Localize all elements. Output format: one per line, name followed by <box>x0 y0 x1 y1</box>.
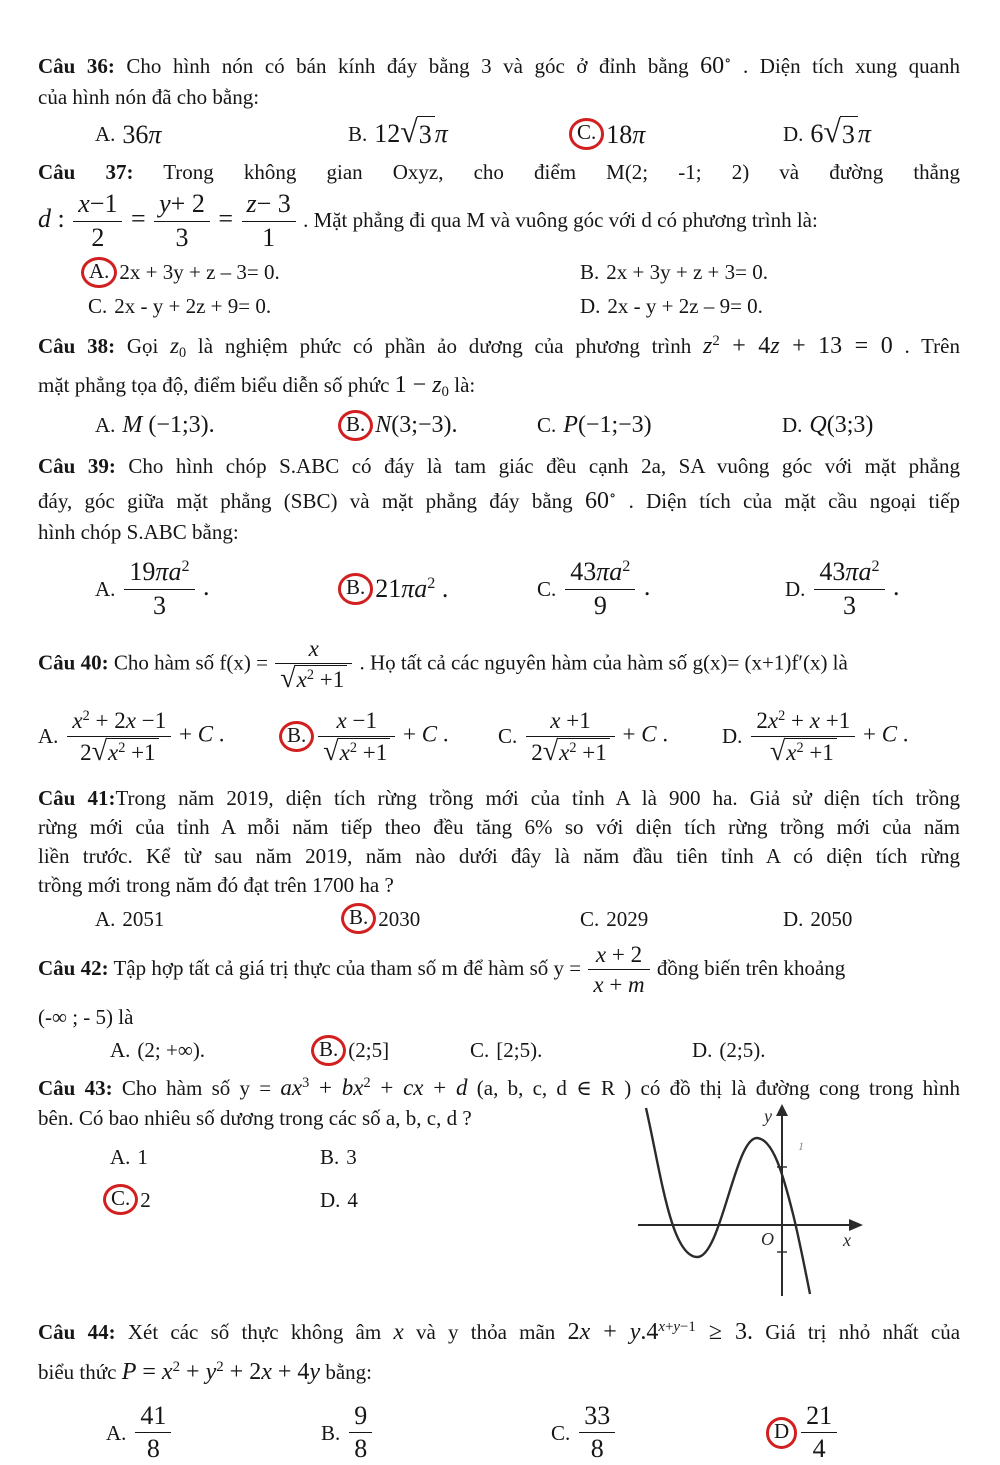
q38-option-b-math: N(3;−3). <box>375 412 458 439</box>
x-axis-label: x <box>843 1230 851 1251</box>
question-41 <box>38 784 960 933</box>
q40-option-b-letter-circled: B. <box>279 721 314 752</box>
q42-fraction-math: $\frac{x + 2}{x + m}$ <box>586 955 651 980</box>
q38-stem-line1 <box>38 330 960 363</box>
q44-option-c <box>551 1401 773 1465</box>
q43-option-c-text: 2 <box>140 1187 151 1212</box>
q36-option-d-math: 6 √ 3 π <box>810 116 870 152</box>
q39-option-b-math: $21\pi a^2$ . <box>375 574 449 604</box>
q39-option-c-math: $\frac{43\pi a^2}{9}$ . <box>563 557 650 621</box>
q36-option-a-math: 36π <box>122 119 162 149</box>
q43-option-d-text: 4 <box>347 1187 358 1212</box>
q37-option-c-letter: C. <box>88 293 108 318</box>
q36-stem-line1 <box>38 50 960 83</box>
q40-option-d <box>722 707 909 765</box>
q39-option-d <box>785 557 900 621</box>
q43-label: Câu 43: <box>38 1076 113 1101</box>
q40-label: Câu 40: <box>38 650 109 675</box>
q42-label: Câu 42: <box>38 955 109 980</box>
q36-stem1: Cho hình nón có bán kính đáy bằng 3 và góc ở đỉnh bằng <box>126 54 689 78</box>
q42-stem-line1 <box>38 941 960 998</box>
q44-option-d-math: $\frac{21}{4}$ <box>799 1401 839 1465</box>
question-44 <box>38 1316 960 1465</box>
q38-option-c <box>537 409 782 441</box>
q38-stem1c: . Trên <box>904 334 960 359</box>
q41-line1 <box>38 784 960 813</box>
q43-option-c <box>110 1186 320 1214</box>
q42-option-a-text: (2; +∞). <box>137 1038 206 1063</box>
q36-stem2: . Diện tích xung quanh <box>743 54 960 78</box>
q39-option-d-letter: D. <box>785 576 806 601</box>
q43-option-d-letter: D. <box>320 1187 341 1212</box>
q37-equation-line <box>38 189 960 253</box>
q37-option-d-letter: D. <box>580 293 601 318</box>
q40-option-a-letter: A. <box>38 724 59 749</box>
q43-option-a <box>110 1143 320 1171</box>
q40-option-c-math: x +1 2 √ $x^2 +1$ + C . <box>524 707 668 765</box>
q38-option-c-math: P(−1;−3) <box>563 412 652 439</box>
q39-option-a-math: $\frac{19\pi a^2}{3}$ . <box>122 557 209 621</box>
q36-option-a-letter: A. <box>95 121 116 146</box>
question-39 <box>38 452 960 621</box>
q36-degree-math: 60∘ <box>700 52 732 79</box>
q44-stem2a: biểu thức <box>38 1359 117 1384</box>
q39-option-b <box>345 571 537 606</box>
q40-option-d-math: $2x^2 + x +1$ √ $x^2 +1$ + C . <box>749 707 908 765</box>
q42-option-d-text: (2;5). <box>719 1038 766 1063</box>
q36-option-d <box>783 116 871 152</box>
q37-line-equation: d : $\frac{x-1}{2}$ = $\frac{y+ 2}{3}$ = $\frac{z- 3}{1}$ <box>38 204 298 233</box>
q43-stem-line2: bên. Có bao nhiêu số dương trong các số a, b, c, d ? <box>38 1106 472 1131</box>
q44-option-d-letter-circled: D <box>766 1417 797 1448</box>
q37-option-a-text: 2x + 3y + z – 3= 0. <box>119 260 280 285</box>
cubic-curve <box>646 1108 810 1294</box>
q36-option-b <box>348 116 576 152</box>
q42-option-c <box>470 1036 692 1064</box>
q41-line4: trồng mới trong năm đó đạt trên 1700 ha ? <box>38 872 394 897</box>
q43-option-d <box>320 1186 358 1214</box>
q44-label: Câu 44: <box>38 1320 116 1345</box>
q39-stem-line1 <box>38 452 960 481</box>
q43-option-a-letter: A. <box>110 1145 131 1170</box>
q37-stem-line1 <box>38 158 960 187</box>
x-axis-arrow <box>849 1219 863 1231</box>
origin-label: O <box>761 1229 774 1250</box>
q43-stem2: (a, b, c, d ∈ R ) có đồ thị là đường cong trong hình <box>476 1076 960 1101</box>
question-42 <box>38 941 960 1065</box>
q42-option-a-letter: A. <box>110 1038 131 1063</box>
q43-option-b-text: 3 <box>346 1145 357 1170</box>
y-axis-arrow <box>776 1104 788 1116</box>
q36-answers <box>38 116 960 152</box>
q38-stem2b: là: <box>454 373 476 398</box>
q37-option-c <box>88 292 580 320</box>
q44-stem1a: Xét các số thực không âm <box>127 1320 382 1345</box>
q38-option-a-letter: A. <box>95 413 116 438</box>
q42-option-c-letter: C. <box>470 1038 490 1063</box>
q39-stem1: Cho hình chóp S.ABC có đáy là tam giác đều cạnh 2a, SA vuông góc với mặt phẳng <box>128 453 961 478</box>
faint-tick-label: 1 <box>798 1139 804 1154</box>
q42-option-b <box>318 1036 470 1064</box>
q41-option-d <box>783 905 852 933</box>
q41-option-a-letter: A. <box>95 906 116 931</box>
q38-option-b <box>345 409 537 441</box>
q44-answers <box>38 1401 960 1465</box>
q44-stem2b: bằng: <box>325 1359 372 1384</box>
q40-stem1: Cho hàm số f(x) = <box>113 650 269 675</box>
question-37 <box>38 158 960 320</box>
q36-option-d-letter: D. <box>783 121 804 146</box>
question-38 <box>38 330 960 442</box>
q39-option-a-letter: A. <box>95 576 116 601</box>
q44-x-var: x <box>393 1319 404 1345</box>
q39-stem2a: đáy, góc giữa mặt phẳng (SBC) và mặt phẳng đáy bằng <box>38 488 573 513</box>
q39-option-c-letter: C. <box>537 576 557 601</box>
q37-option-c-text: 2x - y + 2z + 9= 0. <box>114 293 272 318</box>
q38-stem1a: Gọi <box>126 334 159 359</box>
q42-stem2: đồng biến trên khoảng <box>656 955 846 980</box>
q42-option-b-letter-circled: B. <box>311 1035 346 1066</box>
q41-option-d-letter: D. <box>783 906 804 931</box>
q37-option-d <box>580 292 763 320</box>
q38-stem1b: là nghiệm phức có phần ảo dương của phương trình <box>197 334 692 359</box>
q37-option-a-letter-circled: A. <box>81 257 117 288</box>
q41-line3: liền trước. Kể từ sau năm 2019, năm nào dưới đây là năm đầu tiên tỉnh A có diện tích rừng <box>38 843 960 868</box>
q39-answers <box>38 557 960 621</box>
q37-option-b-text: 2x + 3y + z + 3= 0. <box>606 260 768 285</box>
q38-equation-math: $z^2 + 4z + 13 = 0$ <box>703 333 893 360</box>
q44-option-b <box>321 1401 551 1465</box>
q44-option-a <box>106 1401 321 1465</box>
q38-stem-line2 <box>38 369 960 402</box>
q39-option-c <box>537 557 785 621</box>
q43-cubic-graph <box>633 1104 865 1302</box>
q38-option-c-letter: C. <box>537 413 557 438</box>
q42-answers <box>38 1036 960 1064</box>
q37-stem1: Trong không gian Oxyz, cho điểm M(2; -1; 2) và đường thẳng <box>163 160 960 185</box>
q36-stem-line2: của hình nón đã cho bằng: <box>38 85 260 110</box>
q37-answers-row2 <box>38 292 960 320</box>
q40-option-b-math: x −1 √ $x^2 +1$ + C . <box>316 707 448 765</box>
q42-option-c-text: [2;5). <box>496 1038 543 1063</box>
q37-option-d-text: 2x - y + 2z – 9= 0. <box>607 293 763 318</box>
q43-stem-line1 <box>38 1072 960 1104</box>
q36-option-c-math: 18π <box>606 119 646 149</box>
q44-stem1c: Giá trị nhỏ nhất của <box>765 1320 961 1345</box>
q44-stem-line1 <box>38 1316 960 1349</box>
q36-option-b-letter: B. <box>348 121 368 146</box>
q36-option-c-letter-circled: C. <box>569 118 604 149</box>
q43-stem1: Cho hàm số y = <box>121 1076 272 1101</box>
q41-option-b-letter-circled: B. <box>341 903 376 934</box>
q42-option-a <box>110 1036 318 1064</box>
question-40 <box>38 635 960 766</box>
q44-stem1b: và y thỏa mãn <box>415 1320 556 1345</box>
q43-option-b <box>320 1143 357 1171</box>
q44-option-d <box>773 1401 839 1465</box>
q43-poly-math: $ax^3 + bx^2$ + cx + d <box>280 1075 468 1101</box>
q42-option-d <box>692 1036 766 1064</box>
q38-option-d-letter: D. <box>782 413 803 438</box>
q38-option-a <box>95 409 345 441</box>
q44-option-b-math: $\frac{9}{8}$ <box>347 1401 374 1465</box>
q37-option-b <box>580 258 768 286</box>
q38-z0-math: z0 <box>170 333 187 362</box>
q44-inequality-math: $2x + y.4^{x+y-1} \ge 3$. <box>567 1319 754 1346</box>
question-36 <box>38 50 960 152</box>
q36-option-c <box>576 117 783 152</box>
q40-option-a <box>38 707 286 765</box>
question-43 <box>38 1072 960 1306</box>
q44-option-a-math: $\frac{41}{8}$ <box>133 1401 173 1465</box>
q40-fx-math: x √ $x^2 +1$ <box>273 650 354 675</box>
q41-line2: rừng mới của tỉnh A mỗi năm tiếp theo đều tăng 6% so với diện tích rừng trồng mới của năm <box>38 814 960 839</box>
q44-option-a-letter: A. <box>106 1420 127 1445</box>
q39-option-d-math: $\frac{43\pi a^2}{3}$ . <box>812 557 899 621</box>
q41-answers <box>38 905 960 933</box>
q37-option-b-letter: B. <box>580 260 600 285</box>
q41-text1: Trong năm 2019, diện tích rừng trồng mới của tỉnh A là 900 ha. Giả sử diện tích trồng <box>115 785 960 810</box>
q44-option-c-letter: C. <box>551 1420 571 1445</box>
q36-label: Câu 36: <box>38 54 115 78</box>
q38-option-d <box>782 409 873 441</box>
q39-option-a <box>95 557 345 621</box>
q44-option-b-letter: B. <box>321 1420 341 1445</box>
q41-option-a-text: 2051 <box>122 906 165 931</box>
q38-one-minus-z0-math: 1 − z0 <box>394 372 449 401</box>
q38-label: Câu 38: <box>38 334 116 359</box>
q40-stem-line <box>38 635 960 693</box>
q41-option-d-text: 2050 <box>810 906 853 931</box>
q37-answers-row1 <box>38 258 960 286</box>
q40-option-d-letter: D. <box>722 724 743 749</box>
q41-option-c-letter: C. <box>580 906 600 931</box>
q40-stem2: . Họ tất cả các nguyên hàm của hàm số g(x)= (x+1)f′(x) là <box>359 650 848 675</box>
q36-option-a <box>95 117 348 152</box>
q37-after-eq: . Mặt phẳng đi qua M và vuông góc với d có phương trình là: <box>303 208 818 233</box>
q43-option-c-letter-circled: C. <box>103 1184 138 1215</box>
q41-option-b <box>348 905 580 933</box>
q40-option-c <box>498 707 722 765</box>
q42-stem-line2: (-∞ ; - 5) là <box>38 1005 134 1030</box>
q41-option-c-text: 2029 <box>606 906 649 931</box>
q42-option-d-letter: D. <box>692 1038 713 1063</box>
q40-option-c-letter: C. <box>498 724 518 749</box>
q39-label: Câu 39: <box>38 453 116 478</box>
q38-option-d-math: Q(3;3) <box>809 412 874 439</box>
q40-answers <box>38 707 960 765</box>
q38-answers <box>38 409 960 441</box>
q40-option-b <box>286 707 498 765</box>
q37-label: Câu 37: <box>38 160 134 185</box>
q38-option-a-math: M (−1;3). <box>122 412 215 439</box>
q38-stem2a: mặt phẳng tọa độ, điểm biểu diễn số phức <box>38 373 390 398</box>
q39-stem-line3: hình chóp S.ABC bằng: <box>38 519 239 544</box>
q38-option-b-letter-circled: B. <box>338 410 373 441</box>
q41-label: Câu 41: <box>38 785 116 810</box>
q42-stem1: Tập hợp tất cả giá trị thực của tham số m để hàm số y = <box>113 955 582 980</box>
q36-option-b-math: 12 √ 3 π <box>374 116 447 152</box>
q41-option-a <box>95 905 348 933</box>
q41-option-b-text: 2030 <box>378 906 421 931</box>
q40-option-a-math: $x^2 + 2x -1$ 2 √ $x^2 +1$ + C . <box>65 707 224 765</box>
q39-option-b-letter-circled: B. <box>338 573 373 604</box>
q37-option-a <box>88 258 580 286</box>
q43-option-a-text: 1 <box>137 1145 148 1170</box>
q42-option-b-text: (2;5] <box>348 1038 390 1063</box>
q39-stem2b: . Diện tích của mặt cầu ngoại tiếp <box>628 488 961 513</box>
q39-stem-line2 <box>38 485 960 518</box>
q44-P-expression-math: $P = x^2 + y^2 + 2x + 4y$ <box>121 1358 321 1385</box>
q41-option-c <box>580 905 783 933</box>
q44-option-c-math: $\frac{33}{8}$ <box>577 1401 617 1465</box>
q43-option-b-letter: B. <box>320 1145 340 1170</box>
q44-stem-line2 <box>38 1356 960 1389</box>
q39-degree-math: 60∘ <box>584 487 617 514</box>
y-axis-label: y <box>764 1106 772 1127</box>
